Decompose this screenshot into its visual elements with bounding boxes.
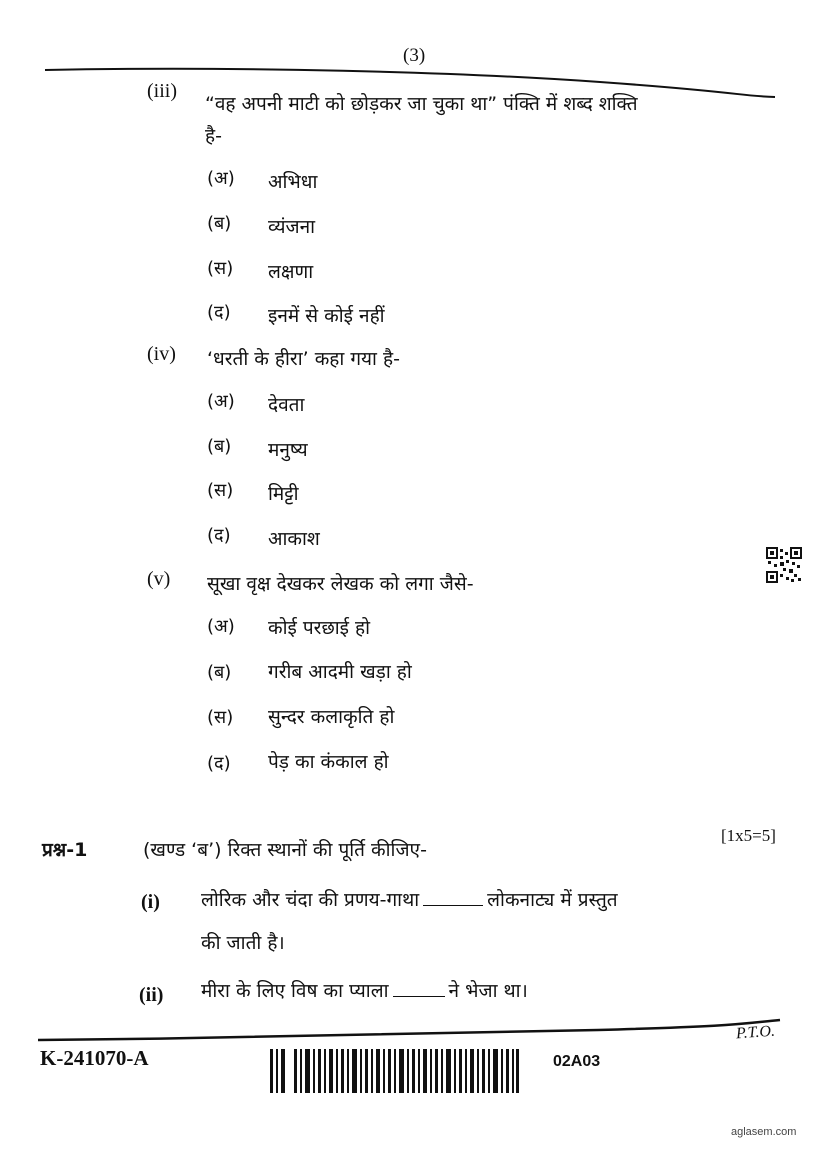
section-marks: [1x5=5]	[721, 826, 776, 845]
question-text: “वह अपनी माटी को छोड़कर जा चुका था” पंक्ति में शब्द शक्ति	[205, 93, 638, 115]
fill-item-text-cont: की जाती है।	[201, 932, 285, 954]
pto-label: P.T.O.	[735, 1022, 776, 1043]
section-label: प्रश्न-1	[42, 839, 88, 861]
qr-code-icon	[766, 547, 802, 583]
fill-item-number: (i)	[141, 891, 160, 913]
option-label: (स)	[207, 480, 234, 501]
fill-item-text-before: मीरा के लिए विष का प्याला	[201, 980, 389, 1002]
option-text: सुन्दर कलाकृति हो	[268, 706, 395, 728]
set-code: 02A03	[553, 1053, 601, 1070]
option-text: अभिधा	[268, 171, 318, 193]
option-text: इनमें से कोई नहीं	[268, 305, 385, 327]
question-text: सूखा वृक्ष देखकर लेखक को लगा जैसे-	[207, 573, 474, 595]
fill-item-text-after: ने भेजा था।	[448, 980, 528, 1002]
option-label: (ब)	[207, 436, 232, 457]
question-number: (v)	[147, 568, 171, 590]
question-text: ‘धरती के हीरा’ कहा गया है-	[207, 348, 400, 370]
bottom-rule	[38, 1016, 783, 1046]
option-text: लक्षणा	[268, 261, 314, 283]
option-label: (स)	[207, 258, 234, 279]
watermark: aglasem.com	[731, 1126, 797, 1138]
option-label: (अ)	[207, 391, 235, 412]
barcode-icon	[270, 1047, 520, 1095]
option-label: (द)	[207, 753, 231, 774]
option-label: (स)	[207, 707, 234, 728]
fill-item-text-after: लोकनाट्य में प्रस्तुत	[487, 889, 618, 911]
question-number: (iii)	[147, 80, 177, 102]
option-text: कोई परछाई हो	[268, 617, 371, 639]
paper-code: K-241070-A	[40, 1046, 149, 1070]
page-number: (3)	[403, 45, 426, 66]
option-text: गरीब आदमी खड़ा हो	[268, 661, 412, 683]
fill-item-number: (ii)	[139, 984, 164, 1006]
option-label: (ब)	[207, 213, 232, 234]
option-text: देवता	[268, 394, 305, 416]
option-label: (द)	[207, 525, 231, 546]
fill-item-text	[201, 977, 528, 1003]
option-label: (अ)	[207, 616, 235, 637]
option-text: मनुष्य	[268, 439, 308, 461]
option-label: (द)	[207, 302, 231, 323]
question-number: (iv)	[147, 343, 176, 365]
fill-blank	[393, 995, 445, 997]
section-title: (खण्ड ‘ब’) रिक्त स्थानों की पूर्ति कीजिए-	[143, 839, 427, 861]
option-text: आकाश	[268, 528, 320, 550]
option-text: पेड़ का कंकाल हो	[268, 751, 389, 773]
option-label: (अ)	[207, 168, 235, 189]
option-label: (ब)	[207, 662, 232, 683]
fill-blank	[423, 904, 483, 906]
fill-item-text	[201, 886, 618, 912]
option-text: व्यंजना	[268, 216, 316, 238]
fill-item-text-before: लोरिक और चंदा की प्रणय-गाथा	[201, 889, 420, 911]
option-text: मिट्टी	[268, 483, 299, 505]
question-text-cont: है-	[205, 125, 222, 147]
